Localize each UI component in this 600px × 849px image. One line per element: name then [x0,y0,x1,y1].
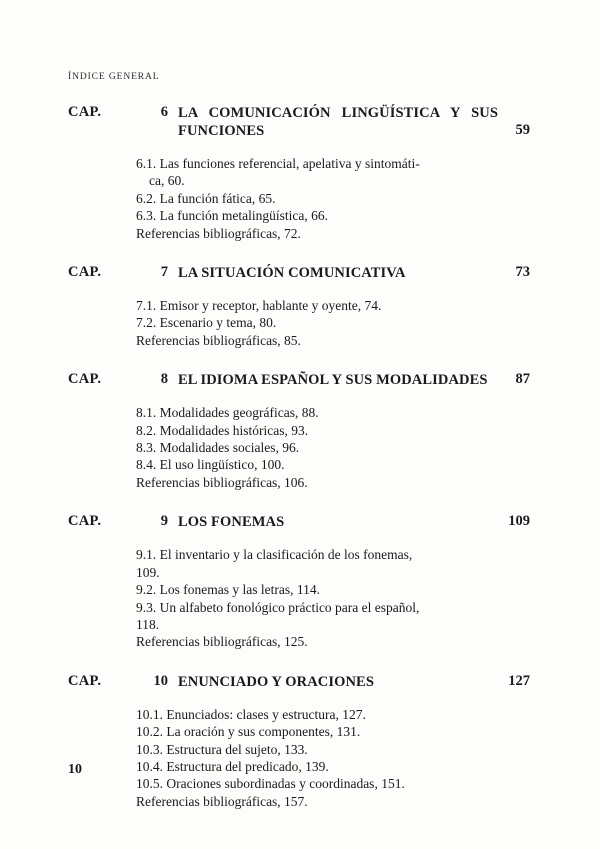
subsection-text: 7.2. Escenario y tema, 80. [136,315,277,331]
list-item [68,190,530,207]
list-item [68,599,530,634]
list-item [68,546,530,581]
toc-entry-header [68,673,530,693]
subsection-text: 9.1. El inventario y la clasificación de los fonemas, [136,547,413,563]
chapter-label: CAP. [68,371,102,388]
references-line: Referencias bibliográficas, 125. [136,634,308,650]
subsection-text: 6.1. Las funciones referencial, apelativa y sintomáti- [136,156,420,171]
chapter-title-line2-wrap [178,122,498,140]
chapter-title: LOS FONEMAS [178,514,285,531]
list-item [68,404,530,421]
running-head: ÍNDICE GENERAL [68,72,160,82]
list-item [68,297,530,314]
list-item [68,758,530,775]
subsection-text: 10.3. Estructura del sujeto, 133. [136,741,308,757]
references-line: Referencias bibliográficas, 106. [136,474,308,490]
list-item [68,456,530,473]
list-item [68,706,530,723]
chapter-label: CAP. [68,264,102,281]
subsection-continuation: 109. [136,564,160,580]
subsection-list [68,297,530,332]
list-item [68,422,530,439]
chapter-number: 10 [153,672,168,689]
list-item [68,723,530,740]
table-of-contents [68,104,530,832]
subsection-text: 6.2. La función fática, 65. [136,190,276,206]
chapter-page-number: 73 [515,264,530,281]
toc-entry [68,264,530,349]
toc-entry [68,371,530,491]
references-line: Referencias bibliográficas, 85. [136,332,301,348]
subsection-text: 9.3. Un alfabeto fonológico práctico para el español, [136,599,420,615]
toc-entry [68,513,530,650]
subsection-text: 10.1. Enunciados: clases y estructura, 127. [136,706,366,722]
subsection-text: 8.1. Modalidades geográficas, 88. [136,405,319,421]
list-item [68,741,530,758]
chapter-page-number: 87 [515,371,530,388]
chapter-number: 6 [160,104,168,120]
chapter-label: CAP. [68,104,102,120]
references-line: Referencias bibliográficas, 157. [136,793,308,809]
toc-entry-header [68,264,530,284]
chapter-page-number: 59 [515,122,530,138]
chapter-number: 7 [160,264,168,281]
toc-entry-header [68,371,530,391]
subsection-text: 9.2. Los fonemas y las letras, 114. [136,582,320,598]
list-item [68,155,530,190]
chapter-number: 8 [160,371,168,388]
list-item [68,207,530,224]
chapter-label: CAP. [68,513,102,530]
subsection-continuation: ca, 60. [149,173,185,189]
subsection-list [68,706,530,793]
chapter-title: ENUNCIADO Y ORACIONES [178,673,374,690]
chapter-title: LA SITUACIÓN COMUNICATIVA [178,265,406,282]
list-item [68,314,530,331]
chapter-label: CAP. [68,672,102,689]
subsection-text: 6.3. La función metalingüística, 66. [136,208,328,224]
list-item [68,581,530,598]
references-line: Referencias bibliográficas, 72. [136,225,301,241]
subsection-text: 10.2. La oración y sus componentes, 131. [136,724,361,740]
toc-entry [68,104,530,242]
subsection-text: 10.5. Oraciones subordinadas y coordinadas, 151. [136,776,405,792]
subsection-list [68,546,530,633]
subsection-text: 8.2. Modalidades históricas, 93. [136,422,309,438]
toc-entry-header [68,513,530,533]
chapter-title [178,104,498,122]
toc-entry [68,673,530,810]
chapter-page-number: 109 [508,513,530,530]
chapter-page-number: 127 [508,672,530,689]
subsection-list [68,404,530,474]
subsection-text: 8.4. El uso lingüístico, 100. [136,457,285,473]
subsection-text: 7.1. Emisor y receptor, hablante y oyente, 74. [136,298,382,314]
chapter-title: EL IDIOMA ESPAÑOL Y SUS MODALIDADES [178,372,488,389]
page-folio: 10 [68,762,82,777]
subsection-continuation: 118. [136,616,160,632]
subsection-list [68,155,530,225]
chapter-title-line1: LA COMUNICACIÓN LINGÜÍSTICA Y SUS [178,105,498,121]
chapter-number: 9 [160,513,168,530]
list-item [68,439,530,456]
subsection-text: 8.3. Modalidades sociales, 96. [136,440,300,456]
subsection-text: 10.4. Estructura del predicado, 139. [136,758,329,774]
toc-entry-header [68,104,530,142]
list-item [68,775,530,792]
chapter-title-line2: FUNCIONES [178,123,265,139]
